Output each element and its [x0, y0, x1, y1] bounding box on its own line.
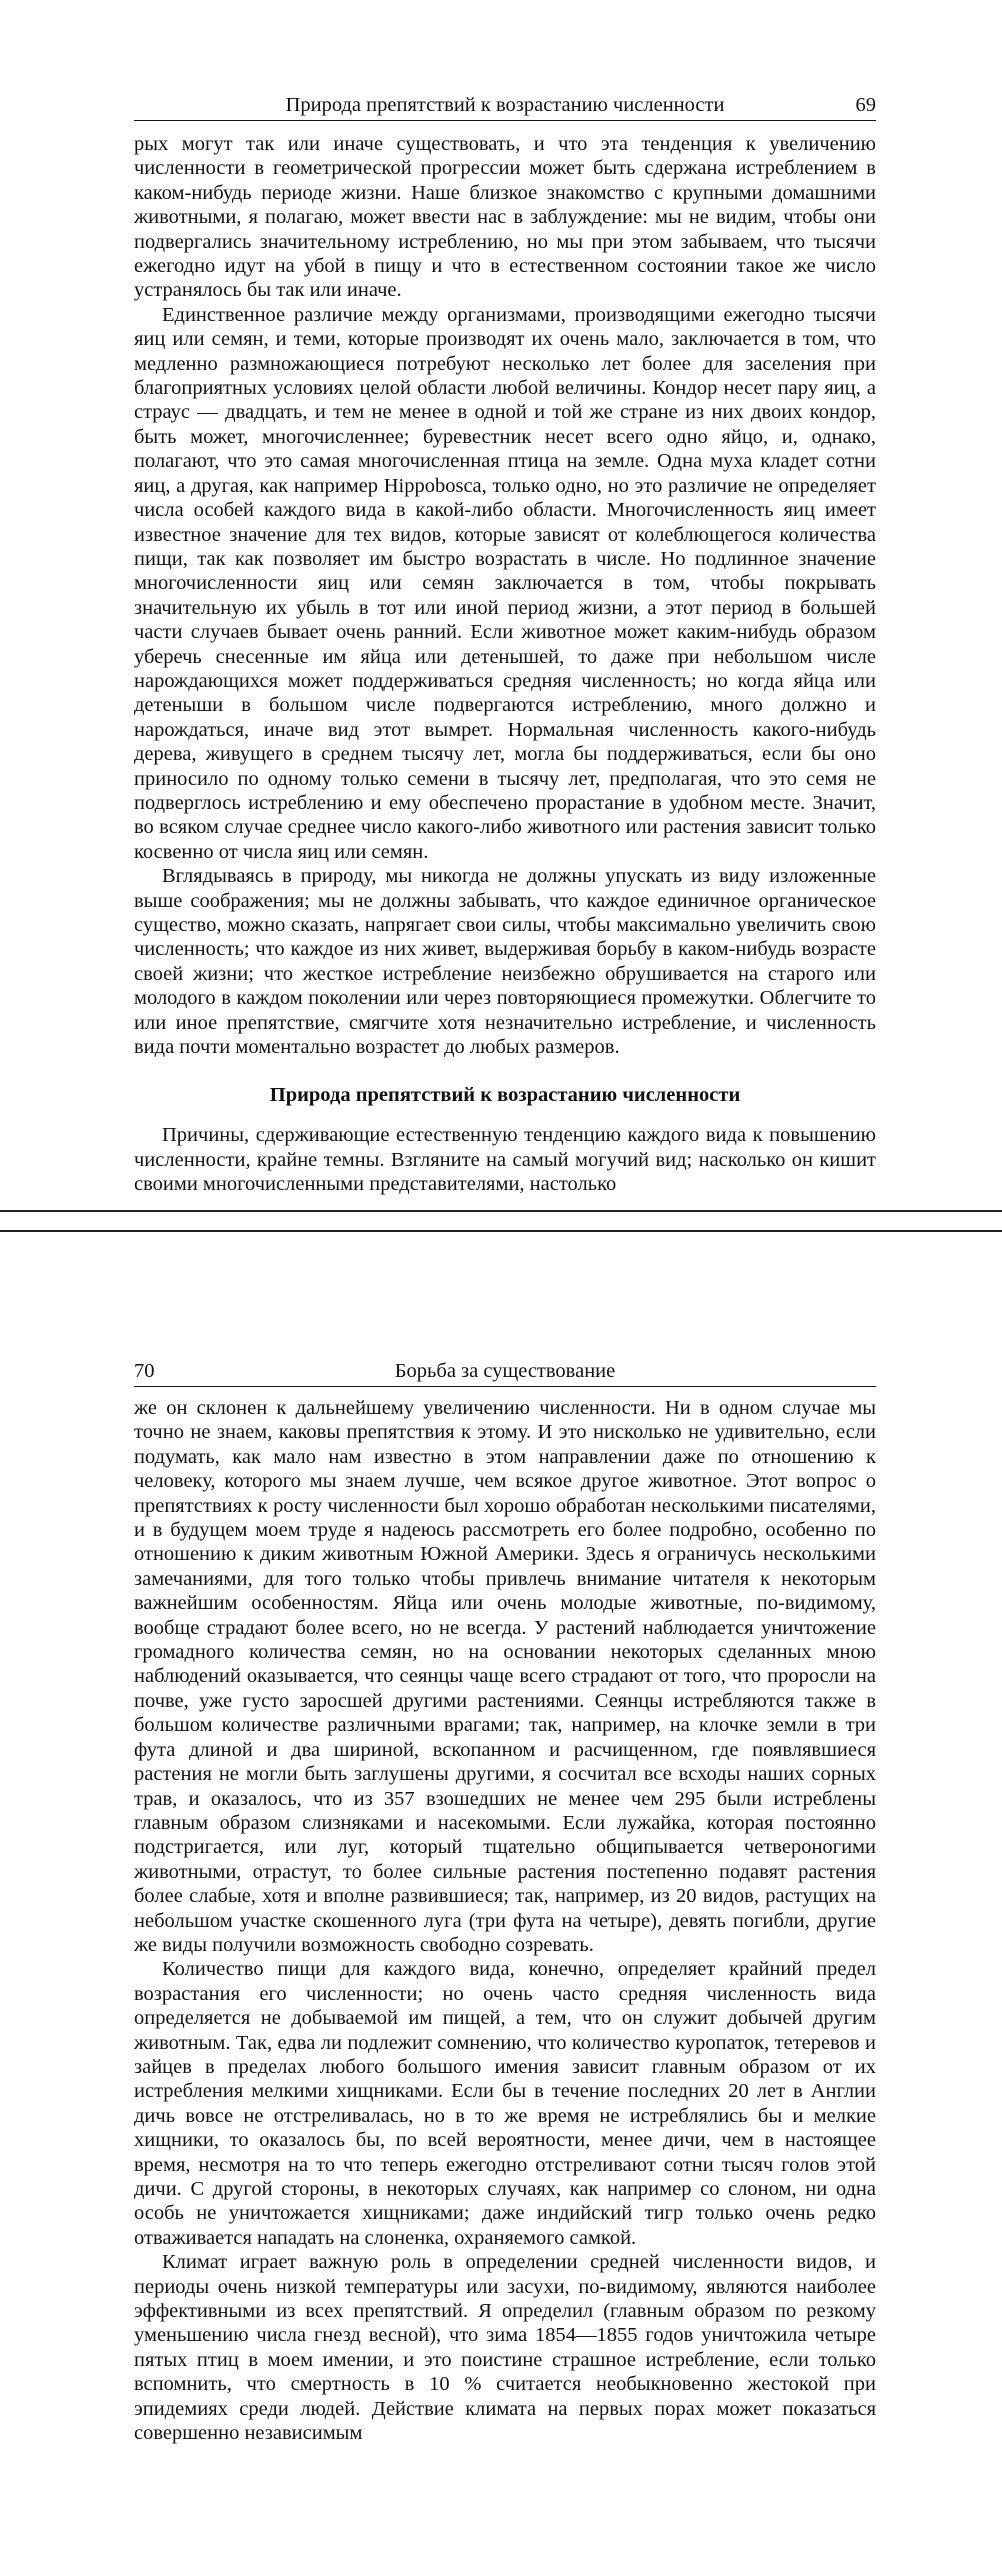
page-body [134, 1396, 876, 2445]
paragraph: Причины, сдерживающие естественную тенденцию каждого вида к повышению численности, крайне темны. Взгляните на самый могучий вид; насколько он кишит своими многочисленными представителями, настолько [134, 1124, 876, 1196]
book-page-69 [0, 0, 1002, 1210]
book-page-70 [0, 1232, 1002, 2554]
page-number: 70 [134, 1360, 155, 1382]
section-heading: Природа препятствий к возрастанию численности [269, 1084, 741, 1107]
running-title: Борьба за существование [394, 1360, 616, 1382]
page-divider [0, 1210, 1002, 1232]
page-number: 69 [855, 94, 876, 116]
running-title: Природа препятствий к возрастанию численности [285, 94, 725, 116]
paragraph: Вглядываясь в природу, мы никогда не должны упускать из виду изложенные выше соображения; мы не должны забывать, что каждое единичное органическое существо, можно сказать, напрягает свои силы, чтобы максимально увеличить свою численность; что каждое из них живет, выдерживая борьбу в каком-нибудь возрасте своей жизни; что жесткое истребление неизбежно обрушивается на старого или молодого в каждом поколении или через повторяющиеся промежутки. Облегчите то или иное препятствие, смягчите хотя незначительно истребление, и численность вида почти моментально возрастет до любых размеров. [134, 865, 876, 1059]
running-header [134, 1356, 876, 1387]
paragraph: Климат играет важную роль в определении средней численности видов, и периоды очень низкой температуры или засухи, по-видимому, являются наиболее эффективными из всех препятствий. Я определил (главным образом по резкому уменьшению числа гнезд весной), что зима 1854—1855 годов уничтожила четыре пятых птиц в моем имении, и это поистине страшное истребление, если только вспомнить, что смертность в 10 % считается необыкновенно жестокой при эпидемиях среди людей. Действие климата на первых порах может показаться совершенно независимым [134, 2251, 876, 2445]
paragraph: же он склонен к дальнейшему увеличению численности. Ни в одном случае мы точно не знаем, каковы препятствия к этому. И это нисколько не удивительно, если подумать, как мало нам известно в этом направлении даже по отношению к человеку, которого мы знаем лучше, чем всякое другое животное. Этот вопрос о препятствиях к росту численности был хорошо обработан несколькими писателями, и в будущем моем труде я надеюсь рассмотреть его более подробно, особенно по отношению к диким животным Южной Америки. Здесь я ограничусь несколькими замечаниями, для того только чтобы привлечь внимание читателя к некоторым важнейшим особенностям. Яйца или очень молодые животные, по-видимому, вообще страдают более всего, но не всегда. У растений наблюдается уничтожение громадного количества семян, но на основании некоторых сделанных мною наблюдений оказывается, что сеянцы чаще всего страдают от того, что проросли на почве, уже густо заросшей другими растениями. Сеянцы истребляются также в большом количестве различными врагами; так, например, на клочке земли в три фута длиной и два шириной, вскопанном и расчищенном, где появлявшиеся растения не могли быть заглушены другими, я сосчитал все всходы наших сорных трав, и оказалось, что из 357 взошедших не менее чем 295 были истреблены главным образом слизняками и насекомыми. Если лужайка, которая постоянно подстригается, или луг, который тщательно общипывается четвероногими животными, отрастут, то более сильные растения постепенно подавят растения более слабые, хотя и вполне развившиеся; так, например, из 20 видов, растущих на небольшом участке скошенного луга (три фута на четыре), девять погибли, другие же виды получили возможность свободно созревать. [134, 1397, 876, 1956]
paragraph: Количество пищи для каждого вида, конечно, определяет крайний предел возрастания его численности; но очень часто средняя численность вида определяется не добываемой им пищей, а тем, что он служит добычей другим животным. Так, едва ли подлежит сомнению, что количество куропаток, тетеревов и зайцев в пределах любого большого имения зависит главным образом от их истребления мелкими хищниками. Если бы в течение последних 20 лет в Англии дичь вовсе не отстреливалась, но в то же время не истреблялись бы и мелкие хищники, то оказалось бы, по всей вероятности, менее дичи, чем в настоящее время, несмотря на то что теперь ежегодно отстреливают сотни тысяч голов этой дичи. С другой стороны, в некоторых случаях, как например со слоном, ни одна особь не уничтожается хищниками; даже индийский тигр только очень редко отваживается нападать на слоненка, охраняемого самкой. [134, 1958, 876, 2249]
paragraph: рых могут так или иначе существовать, и что эта тенденция к увеличению численности в геометрической прогрессии может быть сдержана истреблением в каком-нибудь периоде жизни. Наше близкое знакомство с крупными домашними животными, я полагаю, может ввести нас в заблуждение: мы не видим, чтобы они подвергались значительному истреблению, но мы при этом забываем, что тысячи ежегодно идут на убой в пищу и что в естественном состоянии такое же число устранялось бы так или иначе. [134, 133, 876, 302]
paragraph: Единственное различие между организмами, производящими ежегодно тысячи яиц или семян, и теми, которые производят их очень мало, заключается в том, что медленно размножающиеся потребуют несколько лет более для заселения при благоприятных условиях целой области любой величины. Кондор несет пару яиц, а страус — двадцать, и тем не менее в одной и той же стране из них двоих кондор, быть может, многочисленнее; буревестник несет всего одно яйцо, и, однако, полагают, что это самая многочисленная птица на земле. Одна муха кладет сотни яиц, а другая, как например Hippobosca, только одно, но это различие не определяет числа особей каждого вида в какой-либо области. Многочисленность яиц имеет известное значение для тех видов, которые зависят от колеблющегося количества пищи, так как позволяет им быстро возрастать в числе. Но подлинное значение многочисленности яиц или семян заключается в том, чтобы покрывать значительную их убыль в тот или иной период жизни, а этот период в большей части случаев бывает очень ранний. Если животное может каким-нибудь образом уберечь снесенные им яйца или детенышей, то даже при небольшом числе нарождающихся может поддерживаться средняя численность; но когда яйца или детеныши в большом числе подвергаются истреблению, много должно и нарождаться, иначе вид этот вымрет. Нормальная численность какого-нибудь дерева, живущего в среднем тысячу лет, могла бы поддерживаться, если бы оно приносило по одному только семени в тысячу лет, предполагая, что это семя не подверглось истреблению и ему обеспечено прорастание в удобном месте. Значит, во всяком случае среднее число какого-либо животного или растения зависит только косвенно от числа яиц или семян. [134, 303, 876, 863]
running-header [134, 90, 876, 121]
page-body [134, 132, 876, 1197]
